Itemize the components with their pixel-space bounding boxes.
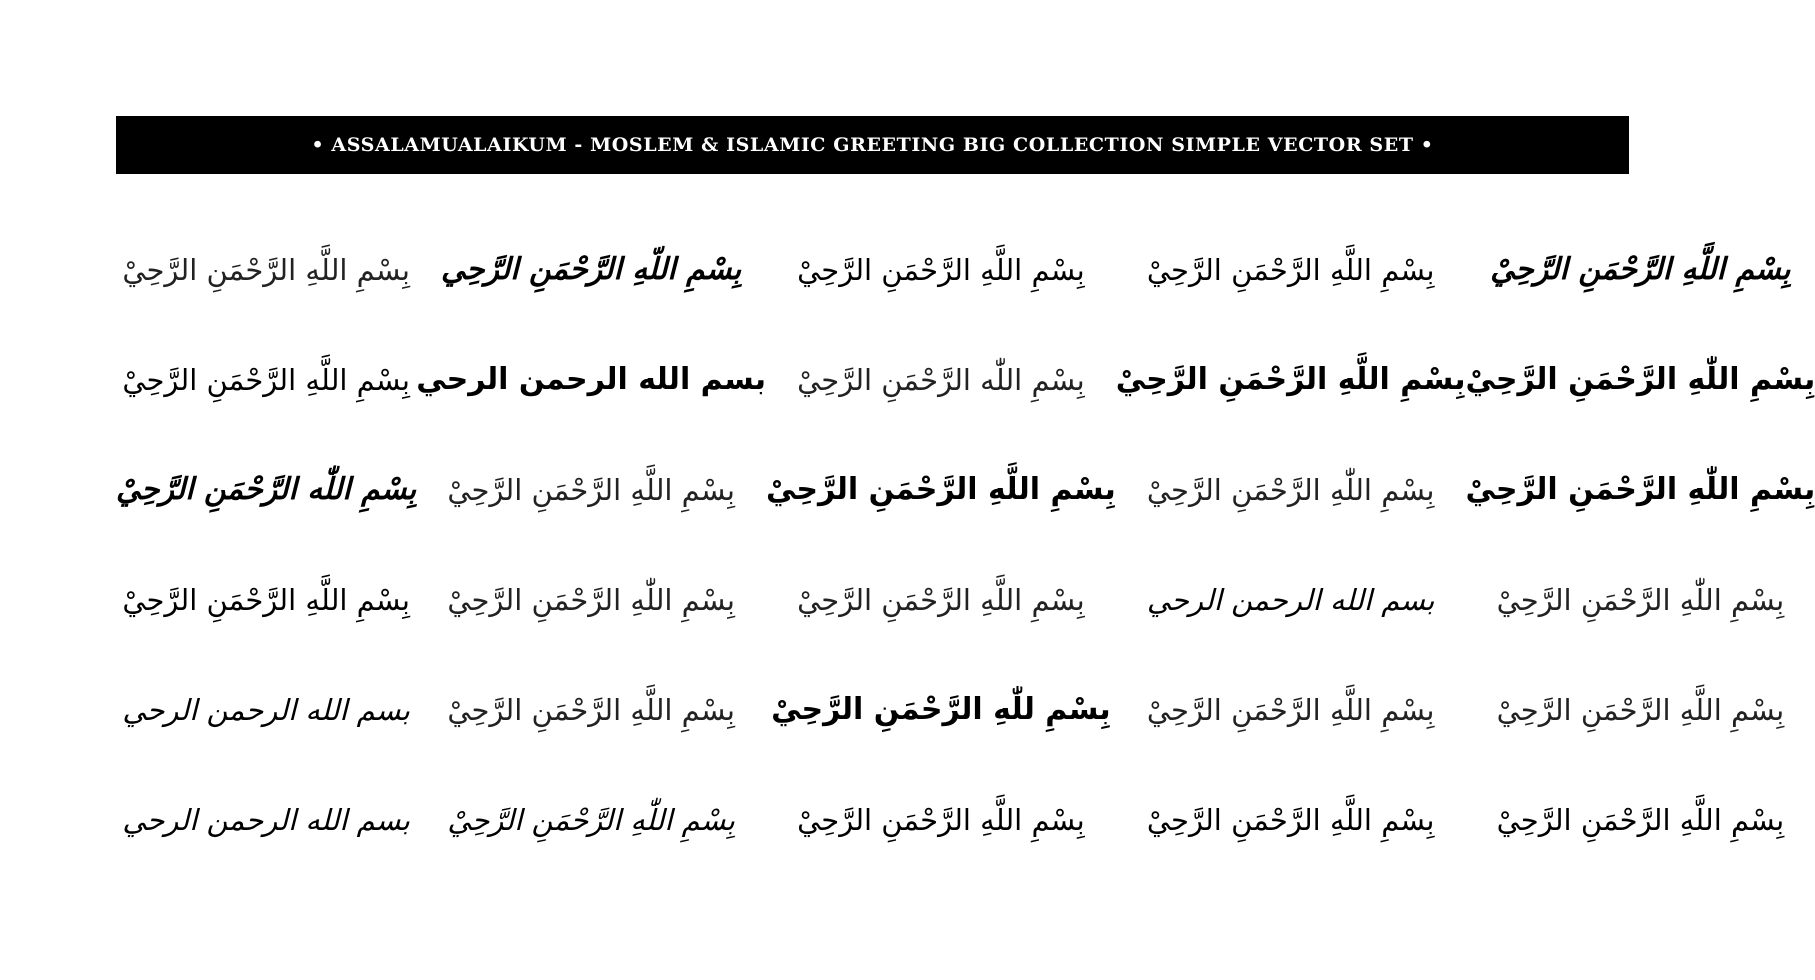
calligraphy-item: بِسْمِ اللّٰهِ الرَّحْمَنِ الرَّحِيْ: [1146, 472, 1435, 507]
calligraphy-item: بِسْمِ اللّهِ الرَّحْمَنِ الرَّحِي: [441, 252, 742, 287]
calligraphy-item: بِسْمِ اللّٰهِ الرَّحْمَنِ الرَّحِيْ: [1465, 472, 1815, 507]
calligraphy-item: بِسْمِ اللّٰهِ الرَّحْمَنِ الرَّحِيْ: [1496, 582, 1785, 617]
calligraphy-item: بِسْمِ اللَّهِ الرَّحْمَنِ الرَّحِيْ: [447, 692, 735, 727]
calligraphy-item: بِسْمِ اللَّهِ الرَّحْمَنِ الرَّحِيْ: [122, 582, 410, 617]
calligraphy-item: بِسْمِ اللّٰهِ الرَّحْمَنِ الرَّحِيْ: [447, 802, 735, 837]
calligraphy-item: بِسْمِ اللَّهِ الرَّحْمَنِ الرَّحِيْ: [1146, 692, 1435, 727]
calligraphy-item: بِسْمِ اللّٰهِ الرَّحْمَنِ الرَّحِيْ: [1465, 362, 1815, 397]
calligraphy-item: بِسْمِ اللَّهِ الرَّحْمَنِ الرَّحِيْ: [1496, 692, 1785, 727]
calligraphy-item: بِسْمِ اللّٰه الرَّحْمَنِ الرَّحِيْ: [797, 362, 1085, 397]
calligraphy-item: بِسْمِ اللَّهِ الرَّحْمَنِ الرَّحِيْ: [122, 362, 410, 397]
calligraphy-grid: [116, 215, 1815, 875]
calligraphy-item: بسم الله الرحمن الرحي: [416, 362, 766, 397]
title-banner: [116, 116, 1629, 174]
calligraphy-item: بِسْمِ اللَّهِ الرَّحْمَنِ الرَّحِيْ: [797, 582, 1085, 617]
calligraphy-item: بِسْمِ اللَّهِ الرَّحْمَنِ الرَّحِيْ: [1496, 802, 1785, 837]
calligraphy-item: بسم الله الرحمن الرحي: [122, 692, 410, 727]
calligraphy-item: بِسْمِ اللَّهِ الرَّحْمَنِ الرَّحِيْ: [122, 252, 410, 287]
calligraphy-item: بِسْمِ اللَّهِ الرَّحْمَنِ الرَّحِيْ: [1146, 802, 1435, 837]
calligraphy-item: بِسْمِ للّٰهِ الرَّحْمَنِ الرَّحِيْ: [771, 692, 1111, 727]
calligraphy-item: بسم الله الرحمن الرحي: [122, 802, 410, 837]
calligraphy-item: بِسْمِ اللَّهِ الرَّحْمَنِ الرَّحِيْ: [1146, 252, 1435, 287]
calligraphy-item: بِسْمِ اللَّهِ الرَّحْمَنِ الرَّحِيْ: [766, 472, 1116, 507]
banner-title: • ASSALAMUALAIKUM - MOSLEM & ISLAMIC GREETING BIG COLLECTION SIMPLE VECTOR SET •: [311, 134, 1434, 156]
calligraphy-item: بِسْمِ اللَّهِ الرَّحْمَنِ الرَّحِيْ: [797, 252, 1085, 287]
calligraphy-item: بِسْمِ اللّٰهِ الرَّحْمَنِ الرَّحِيْ: [447, 582, 735, 617]
calligraphy-item: بِسْمِ اللَّهِ الرَّحْمَنِ الرَّحِيْ: [797, 802, 1085, 837]
calligraphy-item: بِسْمِ اللّٰه الرَّحْمَنِ الرَّحِيْ: [116, 472, 417, 507]
calligraphy-item: بِسْمِ اللَّهِ الرَّحْمَنِ الرَّحِيْ: [447, 472, 735, 507]
calligraphy-item: بِسْمِ اللَّهِ الرَّحْمَنِ الرَّحِيْ: [1490, 252, 1791, 287]
calligraphy-item: بِسْمِ اللَّهِ الرَّحْمَنِ الرَّحِيْ: [1115, 362, 1466, 397]
calligraphy-item: بسم الله الرحمن الرحي: [1146, 582, 1435, 617]
